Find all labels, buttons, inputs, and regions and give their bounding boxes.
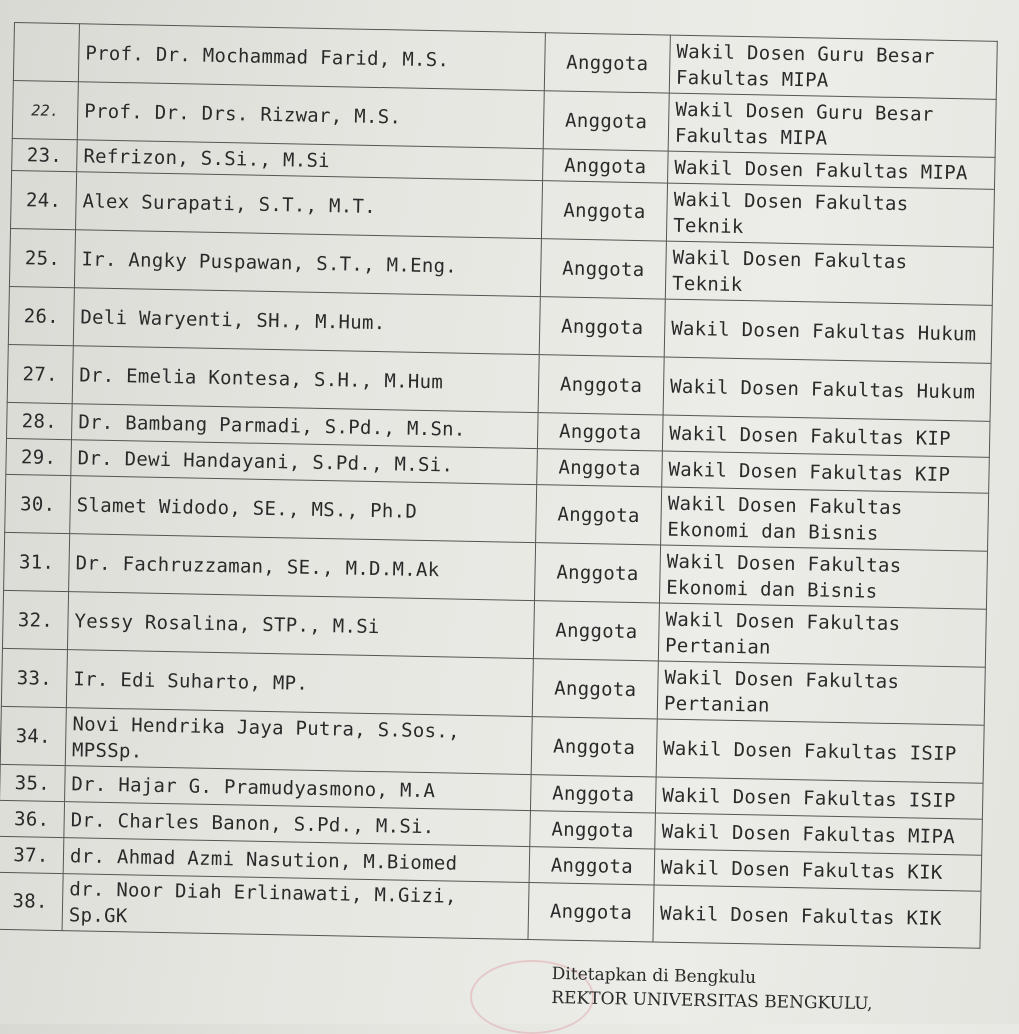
- member-name: Ir. Angky Puspawan, S.T., M.Eng.: [74, 230, 541, 297]
- member-role: Anggota: [537, 449, 663, 487]
- row-number: 24.: [11, 170, 77, 229]
- member-role: Anggota: [538, 355, 664, 415]
- member-representation: Wakil Dosen Fakultas Hukum: [664, 299, 992, 363]
- member-representation: Wakil Dosen Fakultas Ekonomi dan Bisnis: [659, 545, 987, 609]
- member-name: dr. Ahmad Azmi Nasution, M.Biomed: [63, 838, 530, 883]
- member-role: Anggota: [544, 33, 670, 93]
- member-name: Dr. Charles Banon, S.Pd., M.Si.: [64, 802, 531, 847]
- member-name: dr. Noor Diah Erlinawati, M.Gizi, Sp.GK: [62, 874, 529, 940]
- member-representation: Wakil Dosen Fakultas MIPA: [655, 813, 983, 855]
- member-representation: Wakil Dosen Fakultas ISIP: [656, 719, 984, 783]
- member-role: Anggota: [533, 601, 659, 661]
- member-role: Anggota: [543, 91, 669, 151]
- member-role: Anggota: [536, 485, 662, 545]
- member-role: Anggota: [530, 775, 656, 813]
- member-name: Dr. Bambang Parmadi, S.Pd., M.Sn.: [71, 404, 538, 449]
- member-representation: Wakil Dosen Fakultas KIP: [662, 415, 990, 457]
- member-representation: Wakil Dosen Fakultas KIP: [662, 451, 990, 493]
- row-number: 31.: [4, 532, 70, 591]
- member-name: Yessy Rosalina, STP., M.Si: [67, 592, 534, 659]
- member-representation: Wakil Dosen Fakultas ISIP: [655, 777, 983, 819]
- member-representation: Wakil Dosen Fakultas Ekonomi dan Bisnis: [661, 487, 989, 551]
- member-role: Anggota: [531, 717, 657, 777]
- row-number: 35.: [0, 764, 65, 801]
- member-role: Anggota: [540, 239, 666, 299]
- member-representation: Wakil Dosen Fakultas Teknik: [665, 241, 993, 305]
- row-number: 36.: [0, 800, 65, 837]
- member-name: Dr. Fachruzzaman, SE., M.D.M.Ak: [69, 534, 536, 601]
- member-role: Anggota: [539, 297, 665, 357]
- member-name: Dr. Dewi Handayani, S.Pd., M.Si.: [71, 440, 538, 485]
- member-representation: Wakil Dosen Fakultas MIPA: [668, 151, 996, 189]
- row-number: 30.: [5, 474, 71, 533]
- member-role: Anggota: [543, 149, 669, 183]
- member-name: Deli Waryenti, SH., M.Hum.: [73, 288, 540, 355]
- member-name: Prof. Dr. Drs. Rizwar, M.S.: [77, 82, 544, 149]
- member-role: Anggota: [528, 883, 654, 942]
- member-name: Novi Hendrika Jaya Putra, S.Sos., MPSSp.: [65, 708, 532, 775]
- member-name: Alex Surapati, S.T., M.T.: [76, 172, 543, 239]
- row-number: 38.: [0, 872, 63, 930]
- row-number: 29.: [6, 438, 72, 475]
- member-name: Slamet Widodo, SE., MS., Ph.D: [70, 476, 537, 543]
- member-role: Anggota: [541, 181, 667, 241]
- member-representation: Wakil Dosen Fakultas Pertanian: [658, 603, 986, 667]
- member-representation: Wakil Dosen Fakultas Hukum: [663, 357, 991, 421]
- members-table: [0, 22, 998, 949]
- row-number: 37.: [0, 836, 64, 873]
- member-role: Anggota: [530, 811, 656, 849]
- issued-place: Ditetapkan di Bengkulu: [551, 963, 757, 988]
- member-name: Prof. Dr. Mochammad Farid, M.S.: [78, 24, 545, 91]
- row-number: 34.: [0, 706, 66, 765]
- member-name: Refrizon, S.Si., M.Si: [77, 140, 544, 181]
- row-number: 23.: [12, 138, 78, 171]
- row-number: 32.: [2, 590, 68, 649]
- member-representation: Wakil Dosen Guru Besar Fakultas MIPA: [669, 35, 997, 99]
- member-representation: Wakil Dosen Guru Besar Fakultas MIPA: [668, 93, 996, 157]
- member-role: Anggota: [529, 847, 655, 885]
- member-representation: Wakil Dosen Fakultas KIK: [654, 849, 982, 891]
- member-role: Anggota: [534, 543, 660, 603]
- member-representation: Wakil Dosen Fakultas KIK: [653, 885, 981, 948]
- row-number: 25.: [9, 228, 75, 287]
- members-table-body: [0, 23, 997, 949]
- member-representation: Wakil Dosen Fakultas Teknik: [666, 183, 994, 247]
- row-number: 26.: [8, 286, 74, 345]
- member-name: Dr. Emelia Kontesa, S.H., M.Hum: [72, 346, 539, 413]
- row-number: 22.: [12, 80, 78, 139]
- member-name: Ir. Edi Suharto, MP.: [66, 650, 533, 717]
- row-number: [13, 23, 79, 82]
- row-number: 28.: [7, 402, 73, 439]
- row-number: 27.: [7, 344, 73, 403]
- member-representation: Wakil Dosen Fakultas Pertanian: [657, 661, 985, 725]
- member-role: Anggota: [537, 413, 663, 451]
- signature-block: [551, 962, 873, 1016]
- row-number: 33.: [1, 648, 67, 707]
- member-role: Anggota: [532, 659, 658, 719]
- signatory-title: REKTOR UNIVERSITAS BENGKULU,: [551, 987, 873, 1015]
- member-name: Dr. Hajar G. Pramudyasmono, M.A: [65, 766, 532, 811]
